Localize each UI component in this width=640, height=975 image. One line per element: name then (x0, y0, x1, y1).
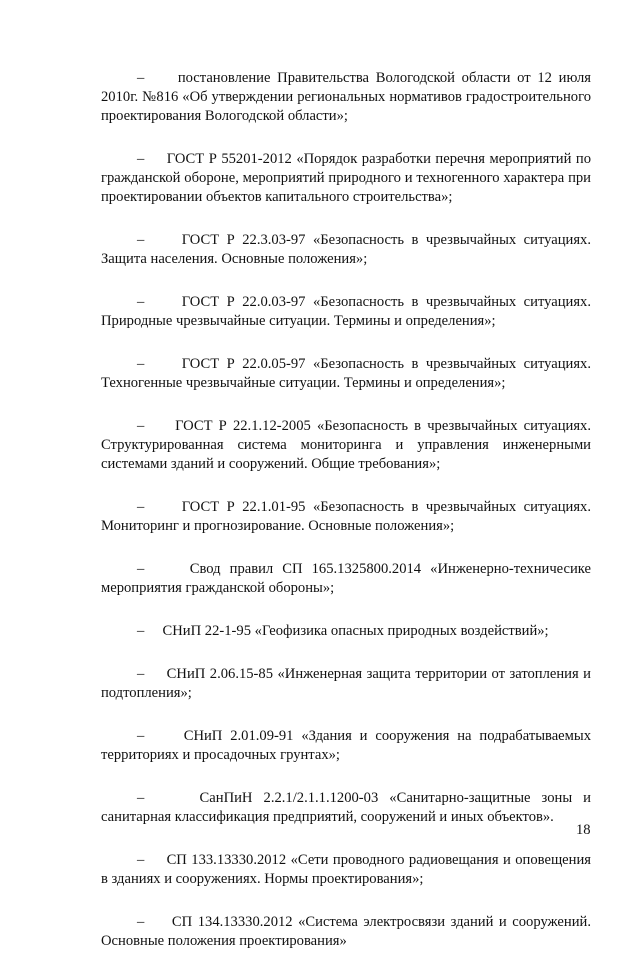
list-item-text: – ГОСТ Р 22.0.05-97 «Безопасность в чрезвычайных ситуациях. Техногенные чрезвычайные ситуации. Термины и определения»; (101, 356, 591, 391)
list-item (101, 293, 591, 331)
list-item (101, 231, 591, 269)
list-item (101, 727, 591, 765)
list-item (101, 913, 591, 951)
list-item-text: – ГОСТ Р 22.0.03-97 «Безопасность в чрезвычайных ситуациях. Природные чрезвычайные ситуации. Термины и определения»; (101, 294, 591, 329)
list-item-text: – ГОСТ Р 22.1.12-2005 «Безопасность в чрезвычайных ситуациях. Структурированная система мониторинга и управления инженерными системами зданий и сооружений. Общие требования»; (101, 418, 591, 472)
list-item-text: – СНиП 2.06.15-85 «Инженерная защита территории от затопления и подтопления»; (101, 666, 591, 701)
list-item (101, 560, 591, 598)
list-item (101, 355, 591, 393)
list-item (101, 622, 591, 641)
list-item-text: – СНиП 22-1-95 «Геофизика опасных природных воздействий»; (137, 623, 549, 639)
list-item-text: – Свод правил СП 165.1325800.2014 «Инженерно-техничесике мероприятия гражданской обороны»; (101, 561, 591, 596)
list-item (101, 417, 591, 474)
regulations-list (101, 69, 591, 975)
list-item (101, 150, 591, 207)
list-item-text: – СанПиН 2.2.1/2.1.1.1200-03 «Санитарно-защитные зоны и санитарная классификация предприятий, сооружений и иных объектов». (101, 790, 591, 825)
list-item-text: – ГОСТ Р 22.1.01-95 «Безопасность в чрезвычайных ситуациях. Мониторинг и прогнозирование. Основные положения»; (101, 499, 591, 534)
list-item-text: – СП 133.13330.2012 «Сети проводного радиовещания и оповещения в зданиях и сооружениях. Нормы проектирования»; (101, 852, 591, 887)
list-item-text: – СП 134.13330.2012 «Система электросвязи зданий и сооружений. Основные положения проектирования» (101, 914, 591, 949)
list-item (101, 498, 591, 536)
list-item-text: – СНиП 2.01.09-91 «Здания и сооружения на подрабатываемых территориях и просадочных грунтах»; (101, 728, 591, 763)
list-item-text: – постановление Правительства Вологодской области от 12 июля 2010г. №816 «Об утверждении региональных нормативов градостроительного проектирования Вологодской области»; (101, 70, 591, 124)
page-number: 18 (576, 822, 591, 838)
list-item (101, 665, 591, 703)
list-item (101, 69, 591, 126)
list-item-text: – ГОСТ Р 55201-2012 «Порядок разработки перечня мероприятий по гражданской обороне, мероприятий природного и техногенного характера при проектировании объектов капитального строительства»; (101, 151, 591, 205)
list-item (101, 851, 591, 889)
list-item (101, 789, 591, 827)
list-item-text: – ГОСТ Р 22.3.03-97 «Безопасность в чрезвычайных ситуациях. Защита населения. Основные положения»; (101, 232, 591, 267)
